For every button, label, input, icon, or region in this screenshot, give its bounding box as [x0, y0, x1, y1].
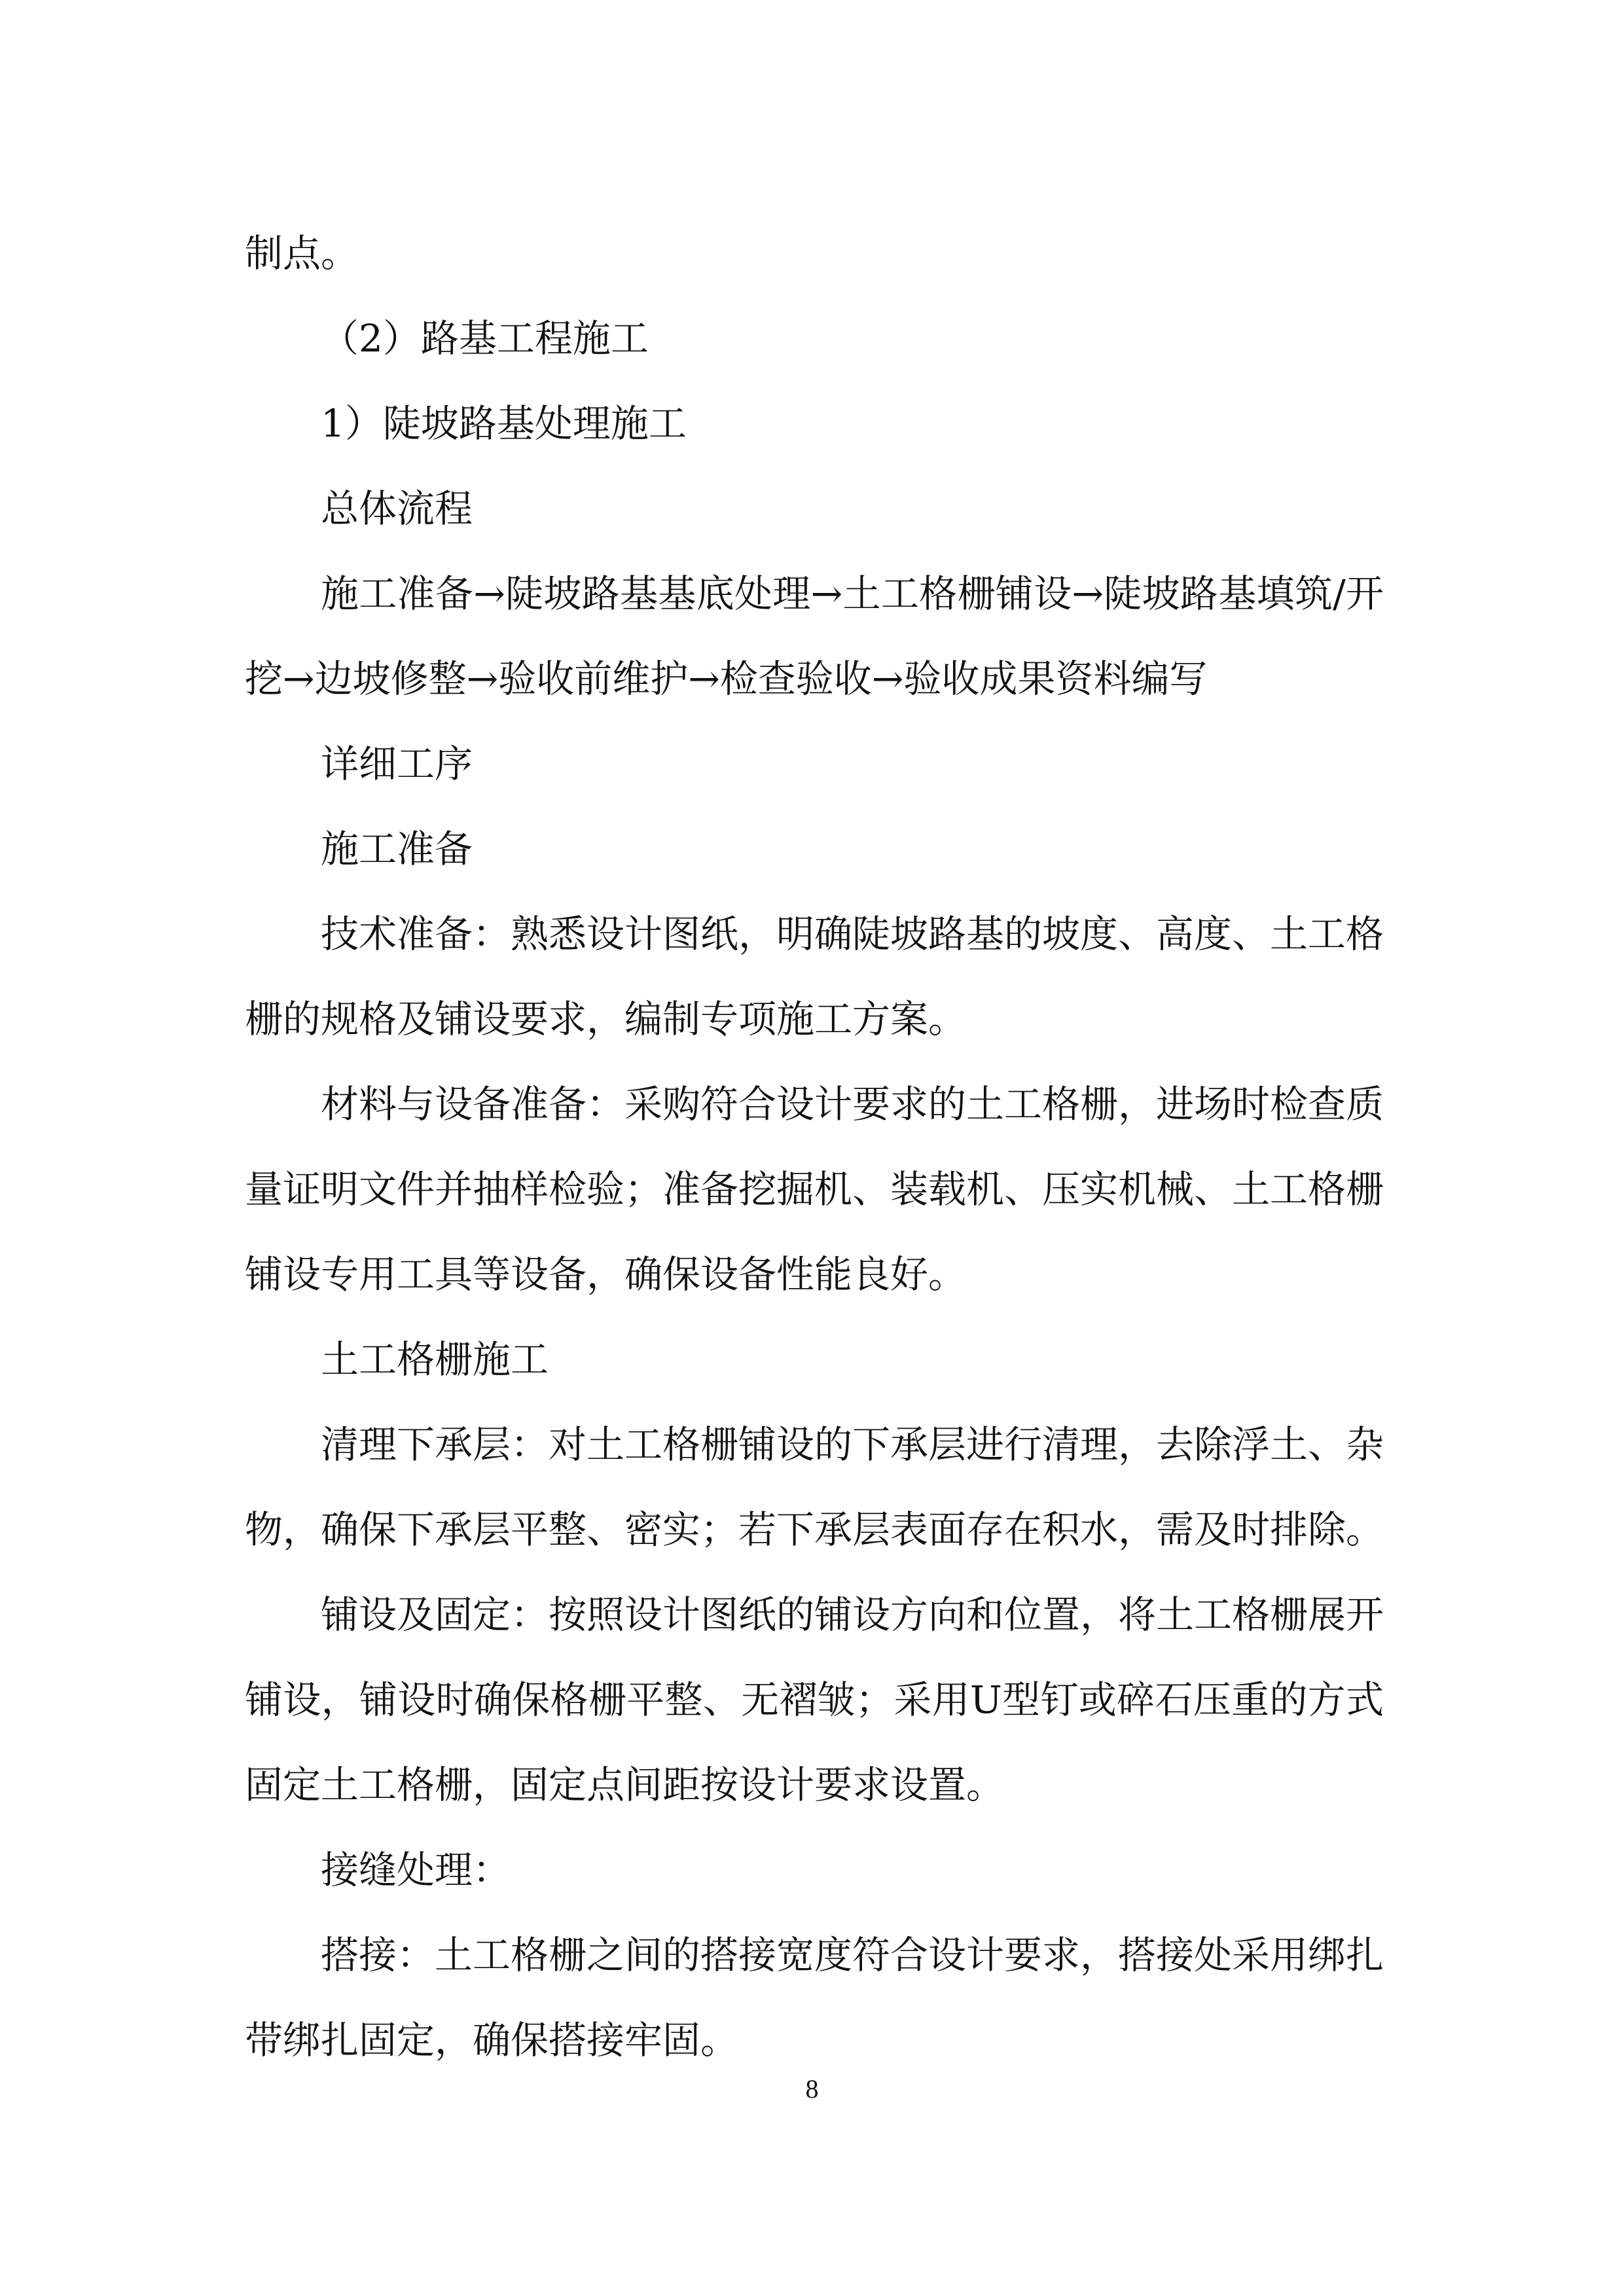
paragraph: 清理下承层：对土工格栅铺设的下承层进行清理，去除浮土、杂物，确保下承层平整、密实；若下承层表面存在积水，需及时排除。 — [245, 1422, 1384, 1552]
subheading: 总体流程 — [321, 486, 473, 531]
subsection-heading: 1）陡坡路基处理施工 — [321, 401, 687, 446]
page-number: 8 — [805, 2074, 819, 2104]
paragraph: 材料与设备准备：采购符合设计要求的土工格栅，进场时检查质量证明文件并抽样检验；准备挖掘机、装载机、压实机械、土工格栅铺设专用工具等设备，确保设备性能良好。 — [245, 1082, 1384, 1297]
paragraph: 施工准备→陡坡路基基底处理→土工格栅铺设→陡坡路基填筑/开挖→边坡修整→验收前维护→检查验收→验收成果资料编写 — [245, 571, 1384, 701]
subheading: 施工准备 — [321, 827, 473, 871]
page-body — [245, 211, 1384, 2083]
paragraph: 技术准备：熟悉设计图纸，明确陡坡路基的坡度、高度、土工格栅的规格及铺设要求，编制专项施工方案。 — [245, 912, 1384, 1041]
section-heading: （2）路基工程施工 — [321, 316, 649, 361]
subheading: 详细工序 — [321, 742, 473, 786]
paragraph: 搭接：土工格栅之间的搭接宽度符合设计要求，搭接处采用绑扎带绑扎固定，确保搭接牢固。 — [245, 1933, 1384, 2062]
paragraph: 接缝处理： — [321, 1848, 511, 1892]
paragraph: 铺设及固定：按照设计图纸的铺设方向和位置，将土工格栅展开铺设，铺设时确保格栅平整、无褶皱；采用U型钉或碎石压重的方式固定土工格栅，固定点间距按设计要求设置。 — [245, 1592, 1384, 1807]
paragraph: 制点。 — [245, 231, 359, 276]
subheading: 土工格栅施工 — [321, 1337, 549, 1382]
